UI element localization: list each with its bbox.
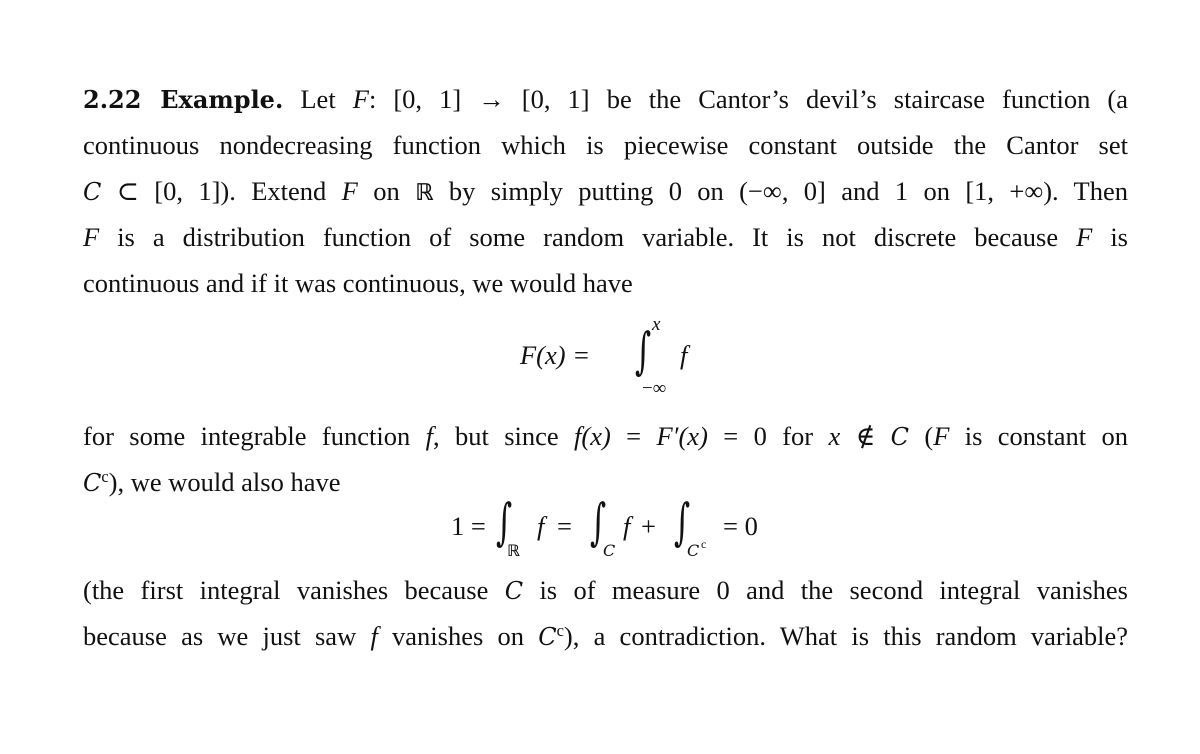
integral-sign: ∫ — [673, 493, 691, 551]
display-equation-1 — [520, 300, 700, 400]
integral-domain-c: C — [603, 541, 616, 560]
paragraph-line: $C^c$), we would also have — [83, 466, 341, 497]
example-heading: 2.22 Example. — [83, 85, 284, 114]
paragraph-line: continuous nondecreasing function which is piecewise constant outside the Cantor set — [83, 130, 1128, 160]
paragraph-line: continuous and if it was continuous, we would have — [83, 268, 633, 298]
display-equation-2: 1 = ∫ ℝ f = ∫ C f + ∫ C c = 0 — [451, 493, 758, 560]
paragraph-line: 2.22 Example. Let F: [0, 1] → [0, 1] be the Cantor’s devil’s staircase function (a — [83, 84, 1128, 114]
integral-domain-r: ℝ — [507, 541, 520, 560]
equation-lhs: 1 = — [451, 511, 486, 541]
paragraph-line: F is a distribution function of some random variable. It is not discrete because F is — [83, 222, 1128, 252]
paragraph-line: C ⊂ [0, 1]). Extend F on ℝ by simply putting 0 on (−∞, 0] and 1 on [1, +∞). Then — [83, 176, 1128, 206]
integral-sign: ∫ — [634, 322, 652, 380]
integral-upper-limit: x — [652, 314, 661, 335]
paragraph-line: because as we just saw f vanishes on $C^c$), a contradiction. What is this random variable? — [83, 620, 1128, 651]
integrand: f — [680, 340, 688, 370]
integral-lower-limit: −∞ — [642, 378, 667, 399]
equation-lhs: F(x) = — [520, 340, 591, 370]
integral-domain-cc: C — [687, 541, 700, 560]
paragraph-line: (the first integral vanishes because C is of measure 0 and the second integral vanishes — [83, 575, 1128, 605]
paragraph-line: for some integrable function f, but since f(x) = F′(x) = 0 for x ∉ C (F is constant on — [83, 421, 1128, 451]
integral-sign: ∫ — [495, 493, 513, 551]
integral-sign: ∫ — [589, 493, 607, 551]
